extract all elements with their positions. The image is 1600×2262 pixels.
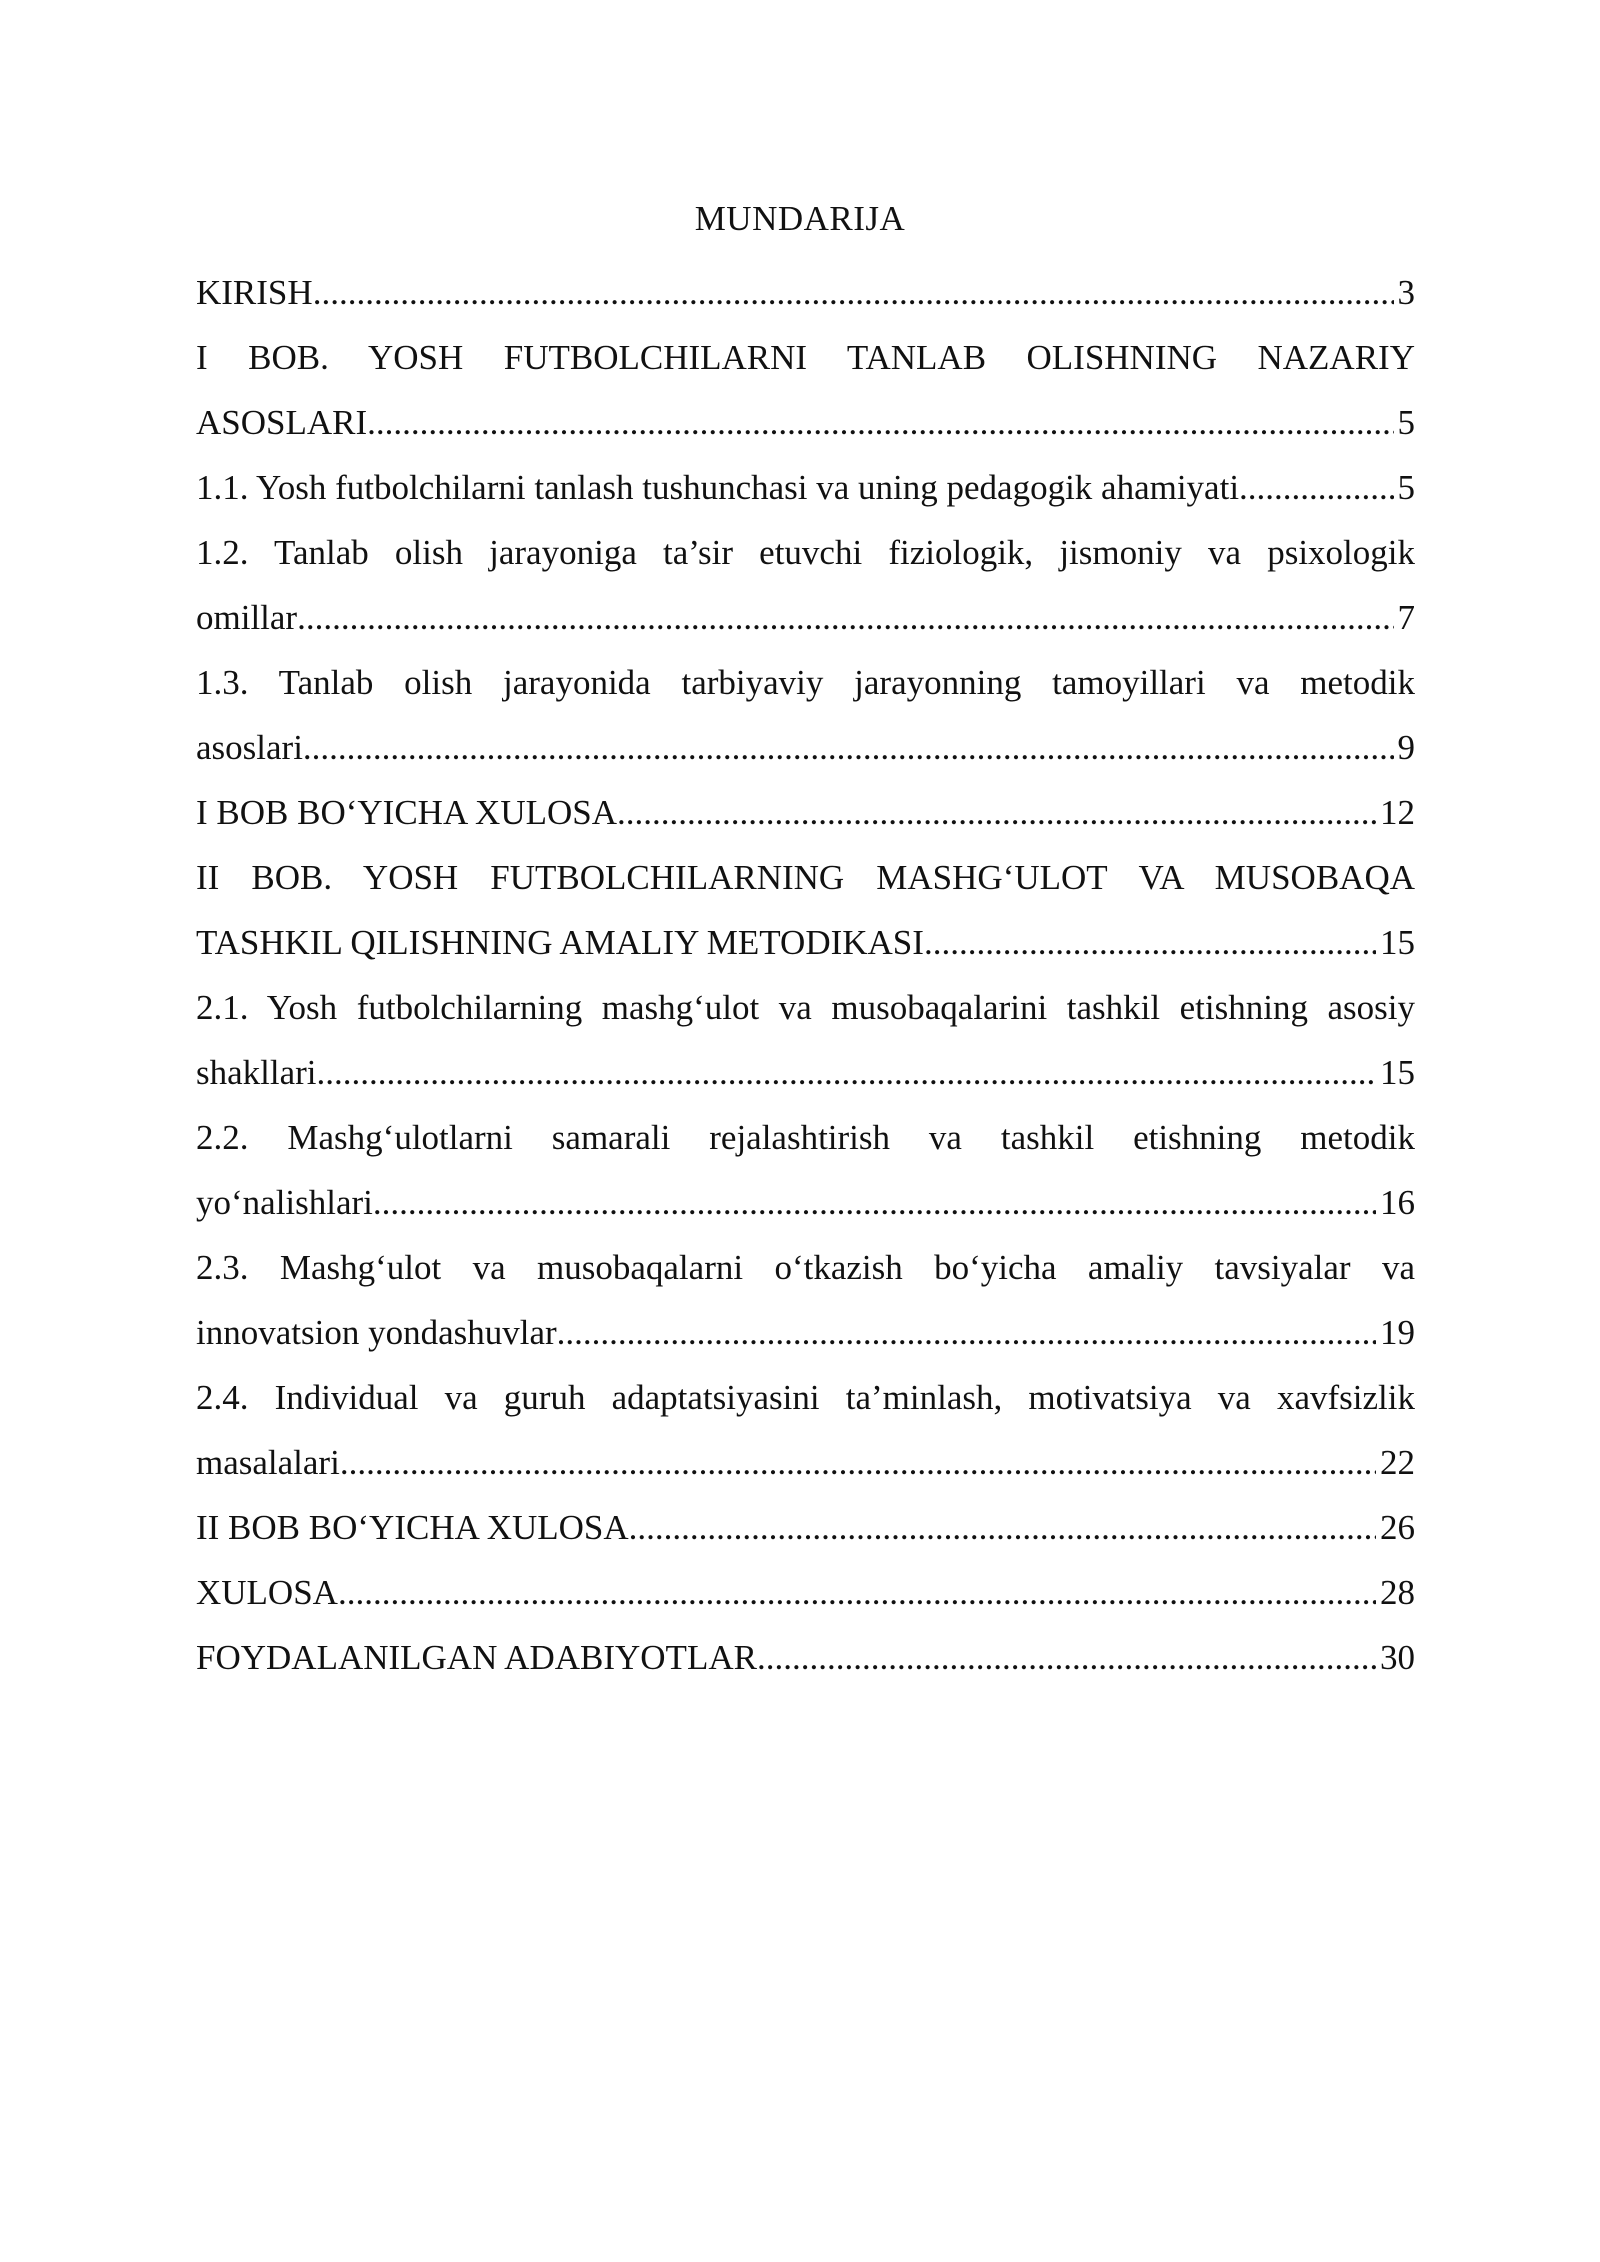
page-number: 22 bbox=[1380, 1443, 1415, 1482]
toc-entry-references[interactable] bbox=[196, 1625, 1415, 1690]
page-number: 30 bbox=[1380, 1638, 1415, 1677]
toc-entry-text: asoslari bbox=[196, 728, 303, 767]
table-of-contents bbox=[196, 260, 1415, 1690]
toc-entry-text: TASHKIL QILISHNING AMALIY METODIKASI bbox=[196, 923, 924, 962]
toc-line bbox=[196, 1170, 1415, 1235]
toc-entry-text: omillar bbox=[196, 598, 298, 637]
toc-entry-text: 2.2. Mashg‘ulotlarni samarali rejalashtirish va tashkil etishning metodik bbox=[196, 1118, 1415, 1157]
toc-entry-chapter-2-conclusion[interactable] bbox=[196, 1495, 1415, 1560]
page-number: 16 bbox=[1380, 1183, 1415, 1222]
toc-entry-text: II BOB BO‘YICHA XULOSA bbox=[196, 1508, 629, 1547]
toc-entry-text: FOYDALANILGAN ADABIYOTLAR bbox=[196, 1638, 757, 1677]
dot-leader bbox=[617, 780, 1376, 845]
page-number: 12 bbox=[1380, 793, 1415, 832]
toc-line bbox=[196, 1040, 1415, 1105]
toc-entry-2-4[interactable] bbox=[196, 1365, 1415, 1495]
toc-line bbox=[196, 1495, 1415, 1560]
toc-entry-2-3[interactable] bbox=[196, 1235, 1415, 1365]
toc-entry-kirish[interactable] bbox=[196, 260, 1415, 325]
page-number: 9 bbox=[1397, 728, 1415, 767]
dot-leader bbox=[629, 1495, 1376, 1560]
dot-leader bbox=[924, 910, 1376, 975]
page-number: 7 bbox=[1397, 598, 1415, 637]
toc-entry-2-2[interactable] bbox=[196, 1105, 1415, 1235]
toc-line bbox=[196, 1560, 1415, 1625]
dot-leader bbox=[367, 390, 1393, 455]
toc-entry-text: XULOSA bbox=[196, 1573, 338, 1612]
toc-entry-text: yo‘nalishlari bbox=[196, 1183, 373, 1222]
toc-entry-text: innovatsion yondashuvlar bbox=[196, 1313, 557, 1352]
toc-entry-text: KIRISH bbox=[196, 273, 313, 312]
toc-entry-1-1[interactable] bbox=[196, 455, 1415, 520]
toc-line bbox=[196, 1625, 1415, 1690]
toc-entry-text: 2.1. Yosh futbolchilarning mashg‘ulot va musobaqalarini tashkil etishning asosiy bbox=[196, 988, 1415, 1027]
toc-entry-text: 2.3. Mashg‘ulot va musobaqalarni o‘tkazish bo‘yicha amaliy tavsiyalar va bbox=[196, 1248, 1415, 1287]
toc-entry-text: masalalari bbox=[196, 1443, 340, 1482]
toc-title: MUNDARIJA bbox=[694, 199, 906, 238]
dot-leader bbox=[303, 715, 1394, 780]
toc-line bbox=[196, 390, 1415, 455]
toc-line bbox=[196, 1300, 1415, 1365]
toc-line bbox=[196, 910, 1415, 975]
page-number: 19 bbox=[1380, 1313, 1415, 1352]
dot-leader bbox=[557, 1300, 1376, 1365]
toc-line bbox=[196, 260, 1415, 325]
dot-leader bbox=[1239, 455, 1393, 520]
toc-line bbox=[196, 1430, 1415, 1495]
toc-entry-1-3[interactable] bbox=[196, 650, 1415, 780]
dot-leader bbox=[317, 1040, 1376, 1105]
toc-entry-chapter-1[interactable] bbox=[196, 325, 1415, 455]
toc-entry-text: ASOSLARI bbox=[196, 403, 368, 442]
dot-leader bbox=[338, 1560, 1376, 1625]
dot-leader bbox=[313, 260, 1394, 325]
dot-leader bbox=[297, 585, 1393, 650]
toc-entry-xulosa[interactable] bbox=[196, 1560, 1415, 1625]
page-number: 26 bbox=[1380, 1508, 1415, 1547]
page-number: 5 bbox=[1397, 468, 1415, 507]
toc-line bbox=[196, 585, 1415, 650]
toc-entry-text: 1.3. Tanlab olish jarayonida tarbiyaviy jarayonning tamoyillari va metodik bbox=[196, 663, 1415, 702]
page-number: 28 bbox=[1380, 1573, 1415, 1612]
page-number: 15 bbox=[1380, 923, 1415, 962]
toc-entry-text: 1.1. Yosh futbolchilarni tanlash tushunchasi va uning pedagogik ahamiyati bbox=[196, 468, 1240, 507]
toc-entry-2-1[interactable] bbox=[196, 975, 1415, 1105]
toc-line bbox=[196, 780, 1415, 845]
page-number: 5 bbox=[1397, 403, 1415, 442]
toc-entry-chapter-2[interactable] bbox=[196, 845, 1415, 975]
toc-entry-text: II BOB. YOSH FUTBOLCHILARNING MASHG‘ULOT VA MUSOBAQA bbox=[196, 858, 1415, 897]
toc-entry-text: I BOB. YOSH FUTBOLCHILARNI TANLAB OLISHNING NAZARIY bbox=[196, 338, 1415, 377]
dot-leader bbox=[373, 1170, 1376, 1235]
toc-entry-chapter-1-conclusion[interactable] bbox=[196, 780, 1415, 845]
toc-entry-text: shakllari bbox=[196, 1053, 317, 1092]
toc-line bbox=[196, 455, 1415, 520]
toc-entry-text: I BOB BO‘YICHA XULOSA bbox=[196, 793, 617, 832]
dot-leader bbox=[757, 1625, 1376, 1690]
toc-entry-text: 2.4. Individual va guruh adaptatsiyasini ta’minlash, motivatsiya va xavfsizlik bbox=[196, 1378, 1415, 1417]
dot-leader bbox=[340, 1430, 1376, 1495]
toc-line bbox=[196, 715, 1415, 780]
page-number: 3 bbox=[1397, 273, 1415, 312]
page-number: 15 bbox=[1380, 1053, 1415, 1092]
toc-entry-1-2[interactable] bbox=[196, 520, 1415, 650]
toc-entry-text: 1.2. Tanlab olish jarayoniga ta’sir etuvchi fiziologik, jismoniy va psixologik bbox=[196, 533, 1415, 572]
